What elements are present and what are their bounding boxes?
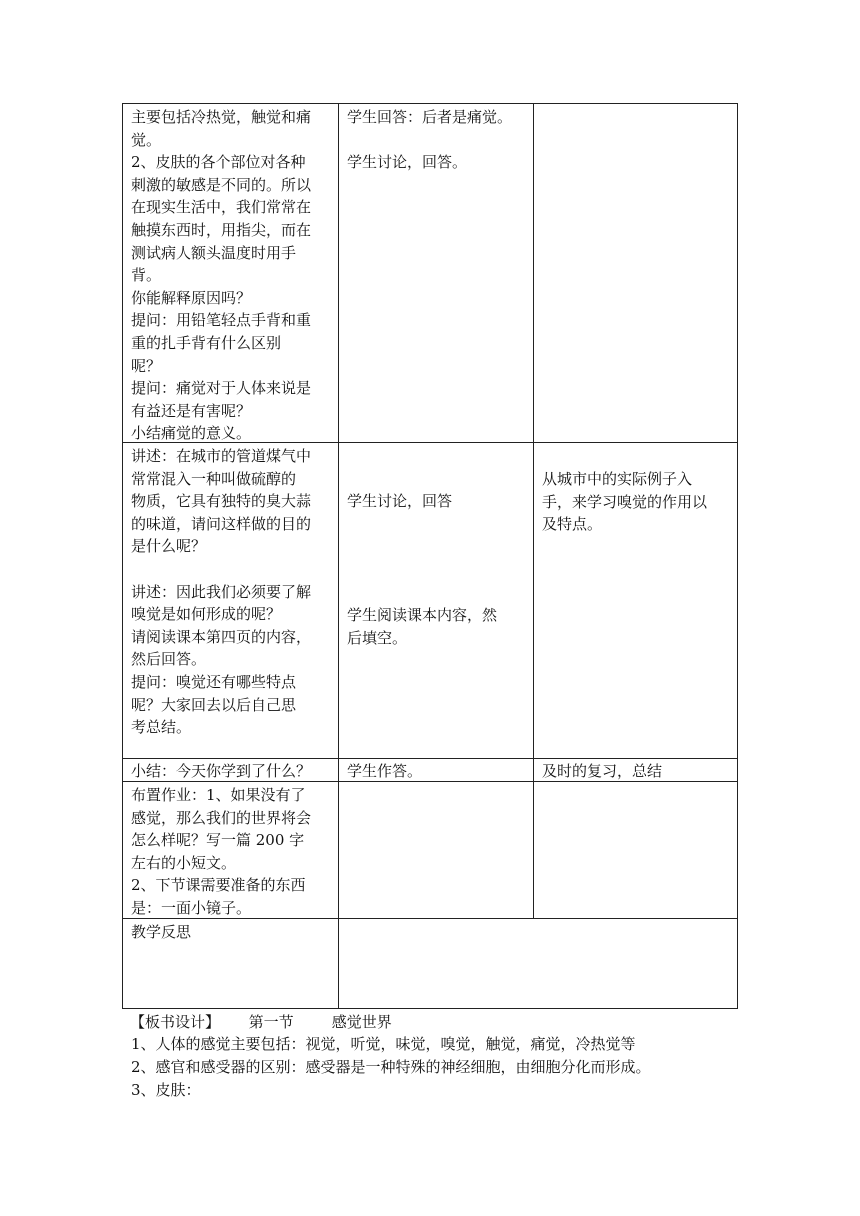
board-design-heading: 【板书设计】 第一节 感觉世界 (130, 1013, 392, 1031)
row1-teacher-cell: 主要包括冷热觉，触觉和痛 觉。 2、皮肤的各个部位对各种 刺激的敏感是不同的。所以 在现实生活中，我们常常在 触摸东西时，用指尖，而在 测试病人额头温度时用手 背。 你能解释原因吗？ 提问：用铅笔轻点手背和重 重的扎手背有什么区别 呢？ 提问：痛觉对于人体来说是 有益还是有害呢？ 小结痛觉的意义。 (131, 108, 312, 443)
row2-note-cell: 从城市中的实际例子入 手，来学习嗅觉的作用以 及特点。 (542, 470, 708, 534)
table-top-border (122, 103, 738, 104)
table-bottom-border (122, 1008, 738, 1009)
row4-teacher-cell: 布置作业：1、如果没有了 感觉，那么我们的世界将会 怎么样呢？写一篇 200 字 左右的小短文。 2、下节课需要准备的东西 是：一面小镜子。 (131, 786, 312, 917)
table-left-border (122, 103, 123, 1009)
column-divider-2 (533, 103, 534, 919)
table-right-border (737, 103, 738, 1009)
board-line-2: 2、感官和感受器的区别：感受器是一种特殊的神经细胞，由细胞分化而形成。 (131, 1058, 651, 1076)
row3-teacher-cell: 小结：今天你学到了什么？ (131, 762, 312, 780)
row3-note-cell: 及时的复习，总结 (542, 762, 663, 780)
row2-teacher-cell: 讲述：在城市的管道煤气中 常常混入一种叫做硫醇的 物质，它具有独特的臭大蒜 的味道，请问这样做的目的 是什么呢？ 讲述：因此我们必须要了解 嗅觉是如何形成的呢？ 请阅读课本第四页的内容， 然后回答。 提问：嗅觉还有哪些特点 呢？大家回去以后自己思 考总结。 (131, 447, 312, 737)
column-divider-1 (338, 103, 339, 1009)
board-line-1: 1、人体的感觉主要包括：视觉，听觉，味觉，嗅觉，触觉，痛觉，冷热觉等 (131, 1035, 636, 1053)
row2-student-answer: 学生讨论，回答 (347, 492, 453, 510)
reflection-label: 教学反思 (131, 923, 192, 941)
row1-student-cell: 学生回答：后者是痛觉。 学生讨论，回答。 (347, 108, 513, 172)
row-divider-2 (122, 758, 738, 759)
row2-student-reading: 学生阅读课本内容，然 后填空。 (347, 606, 498, 647)
board-line-3: 3、皮肤： (131, 1081, 201, 1099)
row3-student-cell: 学生作答。 (347, 762, 423, 780)
